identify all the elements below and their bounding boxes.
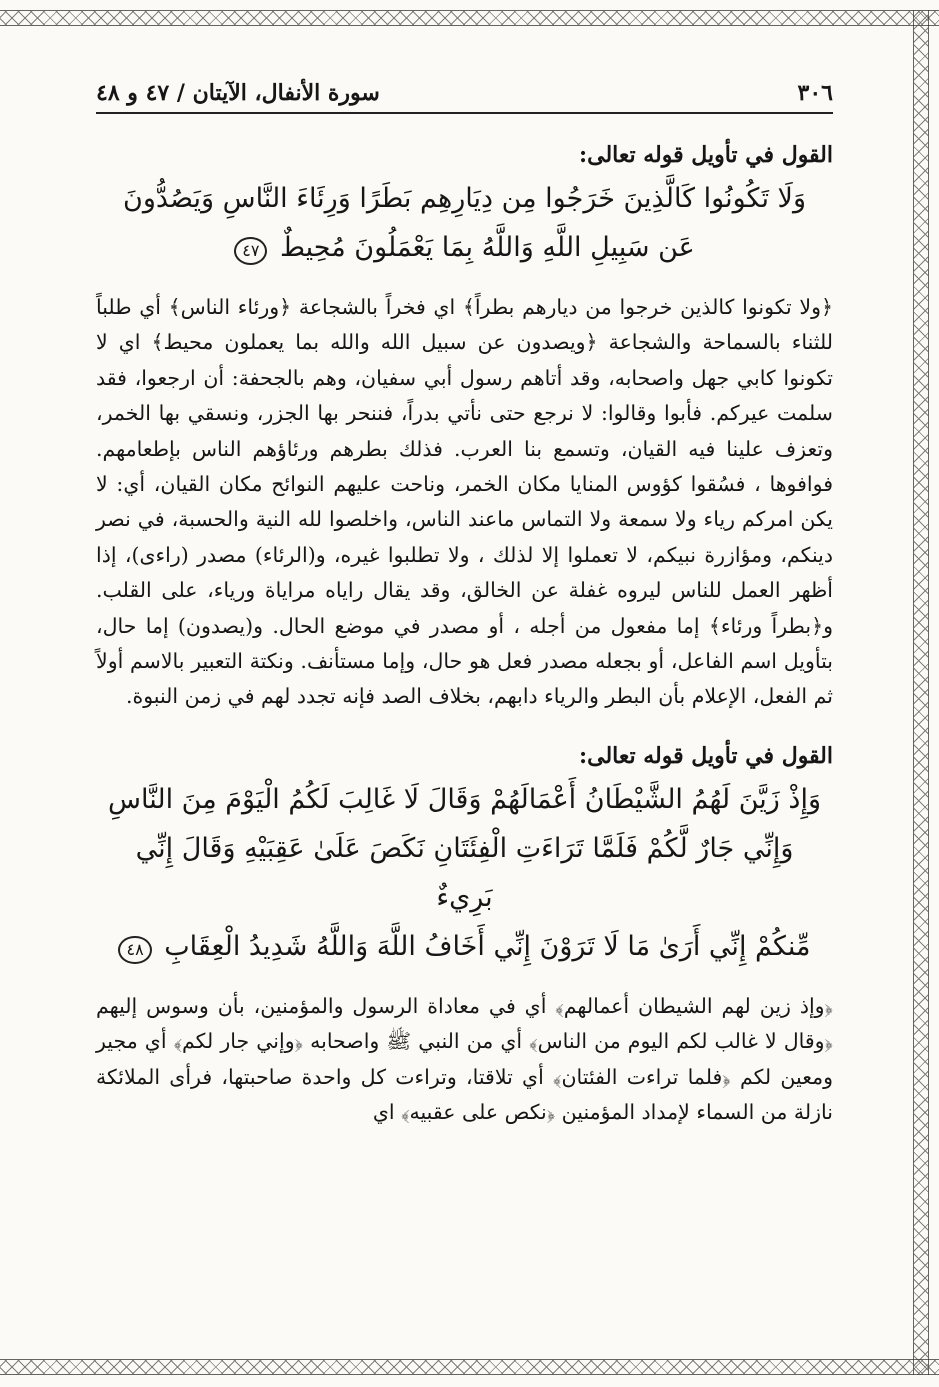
page-border-bottom [0, 1359, 939, 1375]
section-verse-48 [96, 743, 833, 1131]
quran-verse-line-end [96, 922, 833, 971]
section-heading: القول في تأويل قوله تعالى: [579, 742, 833, 769]
page-border-top [0, 10, 939, 26]
verse-number-marker: ٤٧ [234, 237, 267, 265]
quran-verse-line: عَن سَبِيلِ اللَّهِ وَاللَّهُ بِمَا يَعْمَلُونَ مُحِيطٌ [280, 232, 695, 263]
page-header [96, 80, 833, 114]
section-verse-47 [96, 142, 833, 715]
quran-verse-line-end [96, 223, 833, 272]
quran-verse-line: وَإِذْ زَيَّنَ لَهُمُ الشَّيْطَانُ أَعْمَالَهُمْ وَقَالَ لَا غَالِبَ لَكُمُ الْيَوْمَ مِنَ النَّاسِ [108, 783, 821, 815]
commentary-paragraph: ﴿ولا تكونوا كالذين خرجوا من ديارهم بطراً﴾ اي فخراً بالشجاعة ﴿ورئاء الناس﴾ أي طلباً للثناء بالسماحة والشجاعة ﴿ويصدون عن سبيل الله والله بما يعملون محيط﴾ اي لا تكونوا كابي جهل واصحابه، وقد أتاهم رسول أبي سفيان، وهم بالجحفة: أن ارجعوا، فقد سلمت عيركم. فأبوا وقالوا: لا نرجع حتى نأتي بدراً، فننحر بها الجزر، ونسقي بها الخمر، وتعزف علينا فيه القيان، وتسمع بنا العرب. فذلك بطرهم ورئاؤهم الناس بإطعامهم. فوافوها ، فسُقوا كؤوس المنايا مكان الخمر، وناحت عليهم النوائح مكان القيان، أي: لا يكن امركم رياء ولا سمعة ولا التماس ماعند الناس، واخلصوا لله النية والحسبة، في نصر دينكم، ومؤازرة نبيكم، لا تعملوا إلا لذلك ، ولا تطلبوا غيره، و(الرئاء) مصدر (راءى)، إذا أظهر العمل للناس ليروه غفلة عن الخالق، وقد يقال راياه مراياة ورياء، على القلب. و﴿بطراً ورئاء﴾ إما مفعول من أجله ، أو مصدر في موضع الحال. و(يصدون) إما حال، بتأويل اسم الفاعل، أو بجعله مصدر فعل هو حال، وإما مستأنف. ونكتة التعبير بالاسم أولاً ثم الفعل، الإعلام بأن البطر والرياء دابهم، بخلاف الصد فإنه تجدد لهم في زمن النبوة. [96, 295, 833, 709]
running-title: سورة الأنفال، الآيتان / ٤٧ و ٤٨ [96, 80, 380, 106]
page-number: ٣٠٦ [797, 80, 833, 106]
quran-verse-line: مِّنكُمْ إِنِّي أَرَىٰ مَا لَا تَرَوْنَ إِنِّي أَخَافُ اللَّهَ وَاللَّهُ شَدِيدُ الْعِقَابِ [164, 930, 811, 962]
page-content [96, 80, 833, 1151]
page-border-right [913, 10, 929, 1375]
section-heading: القول في تأويل قوله تعالى: [579, 142, 833, 168]
commentary-paragraph: ﴿وإذ زين لهم الشيطان أعمالهم﴾ أي في معاداة الرسول والمؤمنين، بأن وسوس إليهم ﴿وقال لا غالب لكم اليوم من الناس﴾ أي من النبي ﷺ واصحابه ﴿وإني جار لكم﴾ أي مجير ومعين لكم ﴿فلما تراءت الفئتان﴾ أي تلاقتا، وتراءت كل واحدة صاحبتها، فرأى الملائكة نازلة من السماء لإمداد المؤمنين ﴿نكص على عقبيه﴾ اي [96, 993, 833, 1125]
quran-verse-line: وَلَا تَكُونُوا كَالَّذِينَ خَرَجُوا مِن دِيَارِهِم بَطَرًا وَرِئَاءَ النَّاسِ وَيَصُدُّونَ [123, 183, 806, 214]
quran-verse-line: وَإِنِّي جَارٌ لَّكُمْ فَلَمَّا تَرَاءَتِ الْفِئَتَانِ نَكَصَ عَلَىٰ عَقِبَيْهِ وَقَالَ إِنِّي بَرِيءٌ [135, 832, 794, 913]
verse-number-marker: ٤٨ [118, 936, 151, 964]
